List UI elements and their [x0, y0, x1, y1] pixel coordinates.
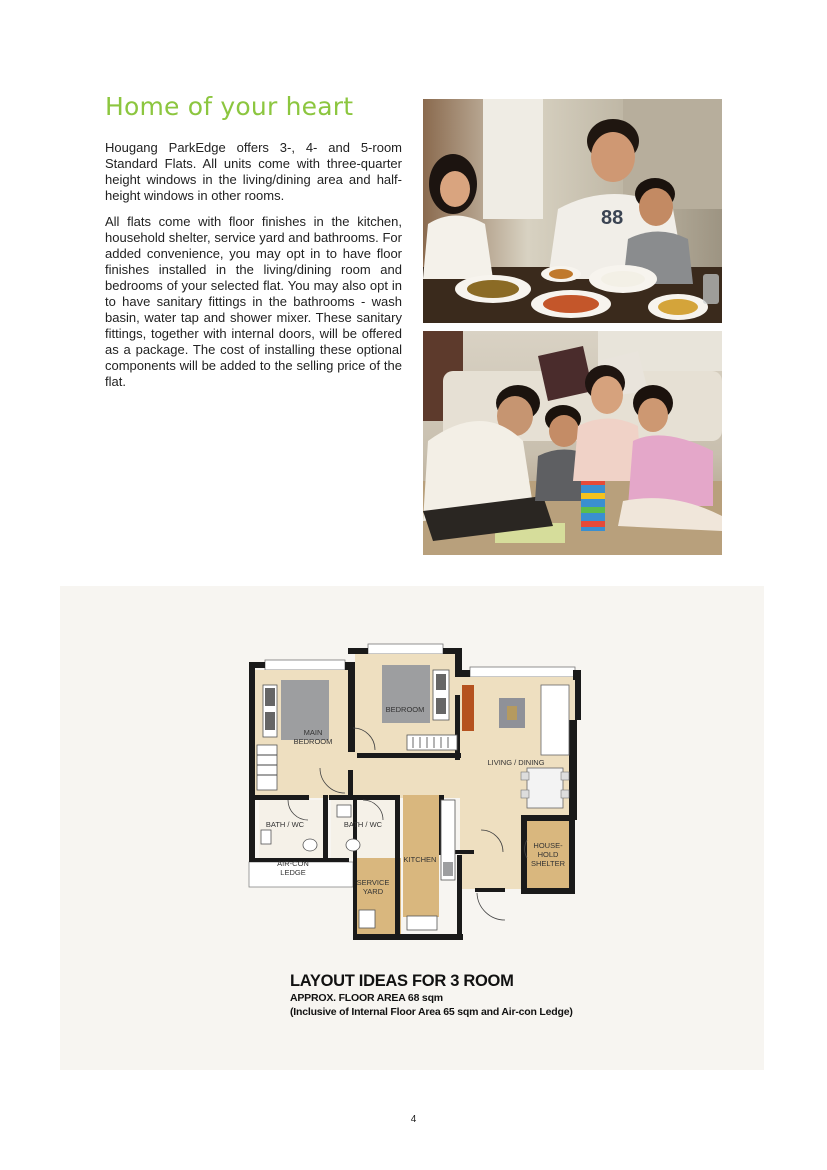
aircon-ledge-label-2: LEDGE	[280, 868, 306, 877]
floor-plan-3-room	[245, 640, 585, 948]
page-heading: Home of your heart	[105, 92, 354, 121]
layout-title: LAYOUT IDEAS FOR 3 ROOM	[290, 972, 514, 990]
household-shelter-label: HOUSE-	[533, 841, 563, 850]
page-number: 4	[410, 1114, 417, 1125]
bath-wc-2-label: BATH / WC	[343, 820, 383, 829]
bath-wc-1-label: BATH / WC	[265, 820, 305, 829]
family-dining-photo	[423, 99, 722, 323]
service-yard-label: SERVICE	[356, 878, 390, 887]
living-dining-label: LIVING / DINING	[487, 758, 545, 767]
svg-text:88: 88	[601, 207, 624, 229]
main-bedroom-label: MAIN	[303, 728, 323, 737]
intro-paragraph: Hougang ParkEdge offers 3-, 4- and 5-room Standard Flats. All units come with three-quarter height windows in the living/dining area and half-height windows in other rooms.	[105, 140, 402, 203]
household-shelter-label-3: SHELTER	[530, 859, 566, 868]
kitchen-label: KITCHEN	[403, 855, 437, 864]
household-shelter-label-2: HOLD	[537, 850, 559, 859]
bedroom-label: BEDROOM	[385, 705, 425, 714]
service-yard-label-2: YARD	[362, 887, 384, 896]
family-playing-photo	[423, 331, 722, 555]
main-bedroom-label-2: BEDROOM	[293, 737, 333, 746]
floor-area: APPROX. FLOOR AREA 68 sqm	[290, 992, 443, 1004]
aircon-ledge-label: AIR-CON	[277, 859, 309, 868]
floor-area-note: (Inclusive of Internal Floor Area 65 sqm and Air-con Ledge)	[290, 1006, 573, 1018]
finishes-paragraph: All flats come with floor finishes in the kitchen, household shelter, service yard and bathrooms. For added convenience, you may opt in to have floor finishes installed in the living/dining room and bedrooms of your selected flat. You may also opt in to have sanitary fittings in the bathrooms - wash basin, water tap and shower mixer. These sanitary fittings, together with internal doors, will be offered as a package. The cost of installing these optional components will be added to the selling price of the flat.	[105, 214, 402, 389]
